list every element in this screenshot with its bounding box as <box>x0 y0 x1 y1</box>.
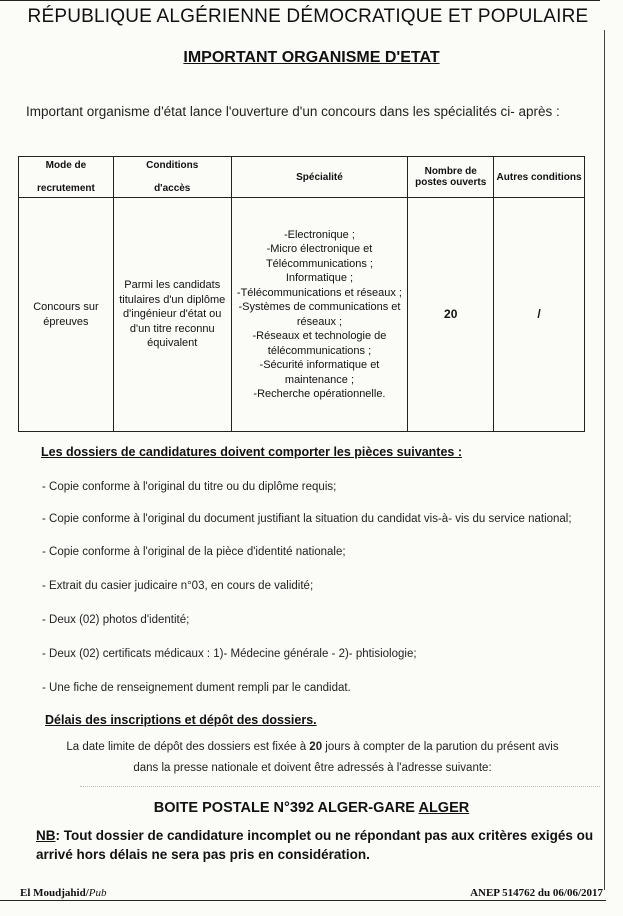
footer-source-name: El Moudjahid/ <box>20 887 89 899</box>
specialite-item: -Micro électronique et Télécommunications ; <box>265 243 373 270</box>
page-subtitle: IMPORTANT ORGANISME D'ETAT <box>183 49 440 66</box>
dossiers-title: Les dossiers de candidatures doivent comporter les pièces suivantes : <box>41 445 462 459</box>
top-rule <box>0 0 600 1</box>
positions-table <box>18 156 585 432</box>
nb-label: NB <box>36 828 56 843</box>
nb-text: : Tout dossier de candidature incomplet ou ne répondant pas aux critères exigés ou arrivé hors délais ne sera pas pris en considération. <box>36 828 594 862</box>
specialite-item: -Recherche opérationnelle. <box>253 388 386 400</box>
cell-nombre: 20 <box>408 198 494 432</box>
header-mode <box>19 157 114 198</box>
specialite-item: -Electronique ; <box>283 228 355 241</box>
list-item: - Copie conforme à l'original du titre ou du diplôme requis; <box>42 481 337 493</box>
specialite-item: -Réseaux et technologie de télécommunications ; <box>252 330 387 357</box>
specialite-item: -Télécommunications et réseaux ; <box>236 286 402 299</box>
nb-note <box>36 826 596 864</box>
dotted-separator <box>80 786 600 788</box>
list-item: - Deux (02) certificats médicaux : 1)- Médecine générale - 2)- phtisiologie; <box>42 648 417 660</box>
delais-line-1-pre: La date limite de dépôt des dossiers est fixée à <box>66 741 310 753</box>
delais-line-2: dans la presse nationale et doivent être adressés à l'adresse suivante: <box>133 762 492 774</box>
header-mode-bottom: recrutement <box>37 183 95 194</box>
intro-paragraph: Important organisme d'état lance l'ouverture d'un concours dans les spécialités ci- après : <box>26 104 560 119</box>
cell-specialites <box>231 198 408 432</box>
cell-mode: Concours sur épreuves <box>19 198 114 432</box>
page-title: RÉPUBLIQUE ALGÉRIENNE DÉMOCRATIQUE ET POPULAIRE <box>27 6 589 27</box>
postal-address <box>0 800 623 816</box>
postal-address-prefix: BOITE POSTALE N°392 ALGER-GARE <box>153 800 419 816</box>
header-conditions <box>113 157 231 198</box>
cell-conditions: Parmi les candidats titulaires d'un diplôme d'ingénieur d'état ou d'un titre reconnu équivalent <box>113 198 231 432</box>
postal-address-city: ALGER <box>418 800 470 816</box>
cell-autres: / <box>494 198 585 432</box>
specialite-item: -Sécurité informatique et maintenance ; <box>259 359 380 386</box>
specialite-item: -Systèmes de communications et réseaux ; <box>238 301 401 328</box>
delais-title: Délais des inscriptions et dépôt des dossiers. <box>45 713 317 727</box>
specialite-item: Informatique ; <box>285 272 354 284</box>
list-item: - Deux (02) photos d'identité; <box>42 614 190 626</box>
footer-rule <box>0 900 606 901</box>
list-item: - Une fiche de renseignement dument rempli par le candidat. <box>42 682 351 694</box>
header-mode-top: Mode de <box>45 160 87 171</box>
header-conditions-top: Conditions <box>146 160 199 171</box>
delais-days: 20 <box>309 741 323 753</box>
list-item: - Extrait du casier judicaire n°03, en cours de validité; <box>42 580 314 592</box>
footer-source <box>20 887 107 899</box>
header-conditions-bottom: d'accès <box>154 183 191 194</box>
delais-line-1-post: jours à compter de la parution du présent avis <box>322 741 559 753</box>
table-row <box>19 198 585 432</box>
header-specialite: Spécialité <box>231 157 408 198</box>
footer-source-type: Pub <box>88 887 107 899</box>
header-nombre: Nombre de postes ouverts <box>408 157 494 198</box>
list-item: - Copie conforme à l'original du document justifiant la situation du candidat vis-à- vis du service national; <box>42 513 572 525</box>
delais-line-1 <box>40 737 585 758</box>
right-rule <box>604 30 605 890</box>
table-header-row <box>19 157 585 198</box>
footer-reference: ANEP 514762 du 06/06/2017 <box>470 887 603 899</box>
header-autres: Autres conditions <box>494 157 585 198</box>
delais-text <box>40 737 585 779</box>
list-item: - Copie conforme à l'original de la pièce d'identité nationale; <box>42 546 346 558</box>
